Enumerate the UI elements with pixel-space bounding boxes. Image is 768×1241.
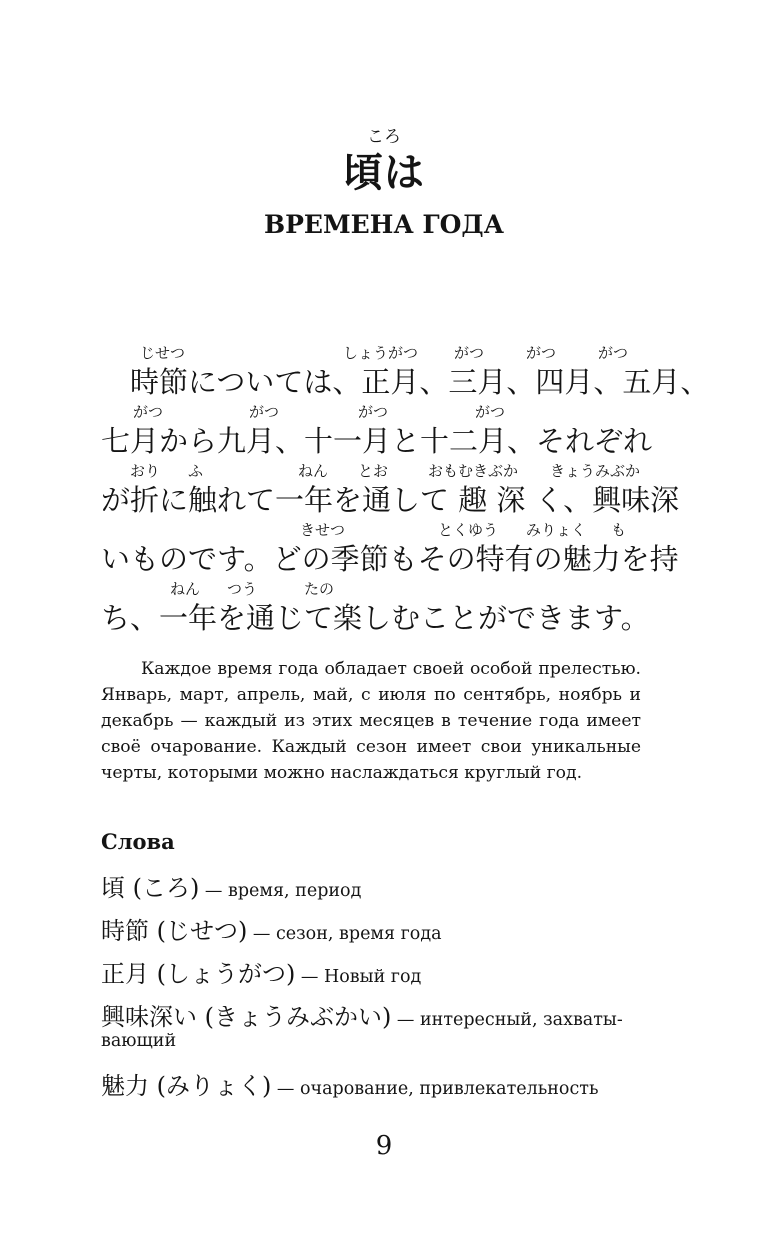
vocabulary-definition: — время, период [199, 881, 362, 901]
furigana: がつ [358, 403, 389, 421]
furigana: ねん [298, 462, 329, 480]
japanese-line-4: いものです。どの季節もその特有の魅力を持 [101, 542, 679, 576]
japanese-line-2: 七月から九月、十一月と十二月、それぞれ [101, 424, 653, 458]
vocabulary-term: 頃 (ころ) [101, 874, 200, 902]
furigana: とくゆう [438, 521, 499, 539]
furigana: も [611, 521, 627, 539]
japanese-line-1: 時節については、正月、三月、四月、五月、 [101, 365, 710, 399]
furigana-line-3 [0, 460, 768, 478]
vocabulary-definition: — сезон, время года [247, 924, 442, 944]
vocabulary-definition-continuation: вающий [101, 1031, 177, 1051]
page-title: 頃は [343, 149, 425, 196]
furigana: たの [304, 580, 335, 598]
furigana: ねん [170, 580, 201, 598]
vocabulary-definition: — очарование, привлекательность [271, 1079, 599, 1099]
furigana: じせつ [140, 344, 186, 362]
furigana: がつ [249, 403, 280, 421]
vocabulary-item [101, 911, 641, 946]
furigana: がつ [133, 403, 164, 421]
furigana-line-4 [0, 519, 768, 537]
japanese-line-5: ち、一年を通じて楽しむことができます。 [101, 601, 650, 635]
vocabulary-definition: — интересный, захваты- [391, 1010, 623, 1030]
russian-translation [101, 656, 641, 786]
furigana: きょうみぶか [550, 462, 641, 480]
furigana-line-1 [0, 342, 768, 360]
furigana: おり [130, 462, 161, 480]
furigana: がつ [598, 344, 629, 362]
title-furigana: ころ [367, 127, 401, 147]
furigana: つう [227, 580, 258, 598]
furigana-line-5 [0, 578, 768, 596]
vocabulary-term: 興味深い (きょうみぶかい) [101, 1003, 392, 1031]
furigana: ふ [188, 462, 204, 480]
vocabulary-item [101, 868, 641, 903]
vocabulary-term: 時節 (じせつ) [101, 917, 248, 945]
furigana: がつ [526, 344, 557, 362]
furigana: がつ [454, 344, 485, 362]
furigana: みりょく [526, 521, 587, 539]
furigana-line-2 [0, 401, 768, 419]
furigana: しょうがつ [343, 344, 419, 362]
furigana: きせつ [300, 521, 346, 539]
furigana: がつ [475, 403, 506, 421]
vocabulary-heading: Слова [101, 829, 175, 854]
vocabulary-definition: — Новый год [295, 967, 422, 987]
translation-paragraph: Каждое время года обладает своей особой прелестью. Январь, март, апрель, май, с июля по сентябрь, ноябрь и декабрь — каждый из этих месяцев в течение года имеет своё очарование. Каждый сезон имеет свои уникальные черты, которыми можно наслаждаться круглый год. [101, 659, 641, 783]
vocabulary-item [101, 1066, 641, 1101]
vocabulary-item [101, 997, 641, 1032]
vocabulary-term: 魅力 (みりょく) [101, 1072, 272, 1100]
furigana: とお [358, 462, 389, 480]
vocabulary-term: 正月 (しょうがつ) [101, 960, 296, 988]
furigana: おもむきぶか [428, 462, 519, 480]
page-subtitle: ВРЕМЕНА ГОДА [263, 210, 505, 239]
page-number: 9 [375, 1131, 393, 1161]
japanese-line-3: が折に触れて一年を通して 趣 深 く、興味深 [101, 483, 680, 517]
vocabulary-item [101, 954, 641, 989]
